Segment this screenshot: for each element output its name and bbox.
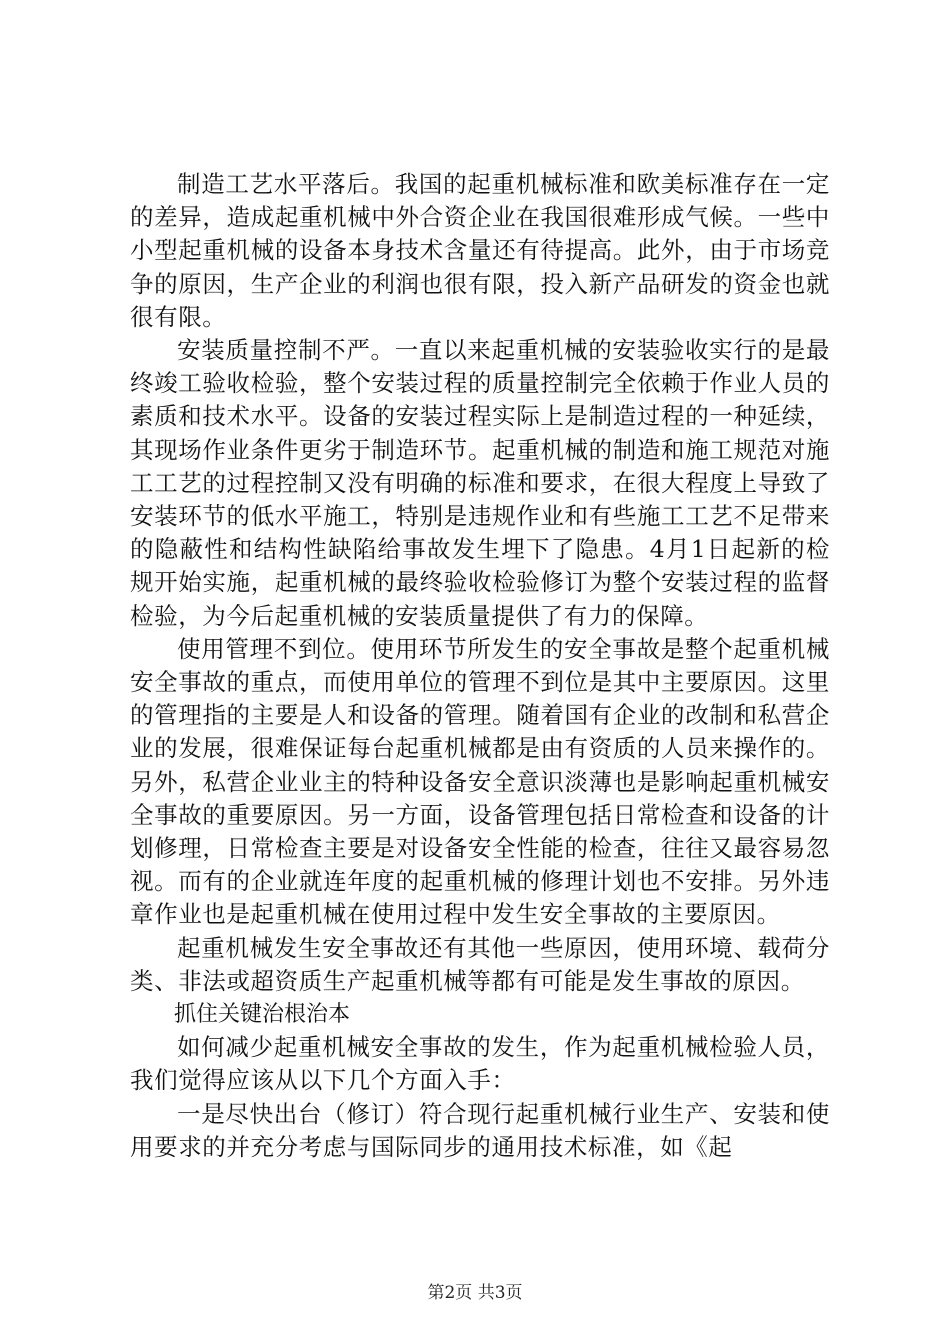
paragraph-usage-management: 使用管理不到位。使用环节所发生的安全事故是整个起重机械安全事故的重点，而使用单位的管理不到位是其中主要原因。这里的管理指的主要是人和设备的管理。随着国有企业的改制和私营企业的发展，很难保证每台起重机械都是由有资质的人员来操作的。另外，私营企业业主的特种设备安全意识淡薄也是影响起重机械安全事故的重要原因。另一方面，设备管理包括日常检查和设备的计划修理，日常检查主要是对设备安全性能的检查，往往又最容易忽视。而有的企业就连年度的起重机械的修理计划也不安排。另外违章作业也是起重机械在使用过程中发生安全事故的主要原因。 (130, 634, 830, 929)
paragraph-how-to-reduce: 如何减少起重机械安全事故的发生，作为起重机械检验人员，我们觉得应该从以下几个方面入手： (130, 1033, 830, 1095)
paragraph-installation: 安装质量控制不严。一直以来起重机械的安装验收实行的是最终竣工验收检验，整个安装过程的质量控制完全依赖于作业人员的素质和技术水平。设备的安装过程实际上是制造过程的一种延续，其现场作业条件更劣于制造环节。起重机械的制造和施工规范对施工工艺的过程控制又没有明确的标准和要求，在很大程度上导致了安装环节的低水平施工，特别是违规作业和有些施工工艺不足带来的隐蔽性和结构性缺陷给事故发生埋下了隐患。4月1日起新的检规开始实施，起重机械的最终验收检验修订为整个安装过程的监督检验，为今后起重机械的安装质量提供了有力的保障。 (130, 336, 830, 630)
section-heading: 抓住关键治根治本 (174, 1002, 351, 1028)
paragraph-manufacturing: 制造工艺水平落后。我国的起重机械标准和欧美标准存在一定的差异，造成起重机械中外合资企业在我国很难形成气候。一些中小型起重机械的设备本身技术含量还有待提高。此外，由于市场竞争的原因，生产企业的利润也很有限，投入新产品研发的资金也就很有限。 (130, 170, 830, 331)
paragraph-other-causes: 起重机械发生安全事故还有其他一些原因，使用环境、载荷分类、非法或超资质生产起重机械等都有可能是发生事故的原因。 (130, 933, 830, 995)
page-footer: 第2页 共3页 (427, 1283, 523, 1303)
document-body (130, 168, 830, 1164)
paragraph-first-measure: 一是尽快出台（修订）符合现行起重机械行业生产、安装和使用要求的并充分考虑与国际同步的通用技术标准，如《起 (130, 1099, 830, 1161)
